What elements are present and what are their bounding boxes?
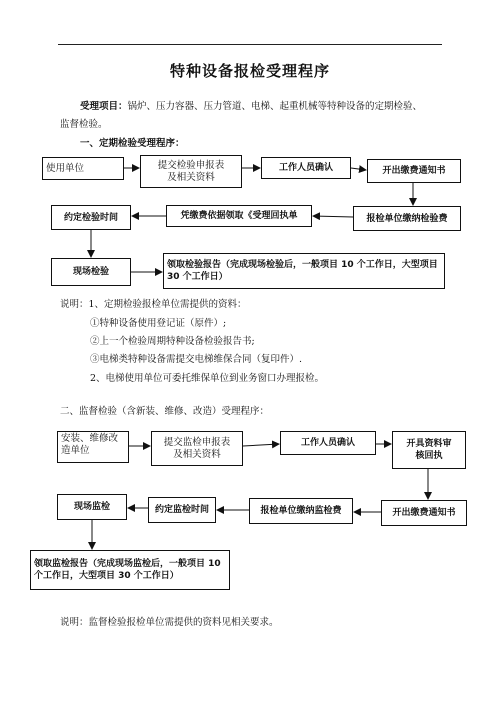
arrow-pay-receipt	[313, 216, 353, 217]
intro-label: 受理项目：	[80, 101, 128, 112]
box-schedule: 约定检验时间	[51, 205, 131, 230]
notes-item-1: ①特种设备使用登记证（原件）;	[90, 318, 227, 329]
supervision-note: 说明：监督检验报检单位需提供的资料见相关要求。	[60, 617, 279, 628]
box-fee-notice: 开出缴费通知书	[367, 159, 461, 183]
box-staff-confirm-2: 工作人员确认	[280, 431, 376, 455]
section1-heading: 一、定期检验受理程序：	[80, 138, 185, 149]
intro-text-1: 锅炉、压力容器、压力管道、电梯、起重机械等特种设备的定期检验、	[127, 101, 423, 112]
page-title: 特种设备报检受理程序	[169, 62, 330, 80]
box-pay-supervision: 报检单位缴纳监检费	[249, 498, 353, 524]
arrow-submit2-confirm2	[243, 444, 279, 446]
intro-text-2: 监督检验。	[60, 119, 108, 130]
box-submit-supervision: 提交监检申报表 及相关资料	[151, 431, 243, 466]
box-doc-receipt: 开具资料审 核回执	[392, 431, 466, 469]
box-onsite-supervise: 现场监检	[57, 494, 127, 520]
box-onsite-inspect: 现场检验	[51, 258, 131, 286]
notes-item-3: ③电梯类特种设备需提交电梯维保合同（复印件）.	[90, 354, 303, 365]
arrow-confirm-notice	[351, 168, 366, 170]
box-pay-fee: 报检单位缴纳检验费	[353, 206, 461, 231]
box-user-unit: 使用单位	[42, 157, 124, 180]
notes-item-4: 2、电梯使用单位可委托维保单位到业务窗口办理报检。	[90, 373, 325, 384]
box-get-report: 领取检验报告（完成现场检验后，一般项目 10 个工作日，大型项目 30 个工作日）	[163, 253, 445, 289]
notes-intro: 说明：1、定期检验报检单位需提供的资料：	[60, 299, 247, 310]
box-schedule-2: 约定监检时间	[148, 497, 216, 523]
box-install-unit: 安装、维修改造单位	[57, 431, 129, 463]
box-fee-notice-2: 开出缴费通知书	[381, 500, 467, 526]
box-staff-confirm: 工作人员确认	[261, 157, 351, 179]
notes-item-2: ②上一个检验周期特种设备检验报告书;	[90, 336, 255, 347]
box-get-report-2: 领取监检报告（完成现场监检后，一般项目 10 个工作日，大型项目 30 个工作日）	[30, 550, 230, 590]
section2-heading: 二、监督检验（含新装、维修、改造）受理程序：	[60, 406, 270, 417]
box-get-receipt: 凭缴费依据领取《受理回执单	[166, 205, 312, 227]
box-submit-form: 提交检验申报表 及相关资料	[140, 155, 242, 188]
